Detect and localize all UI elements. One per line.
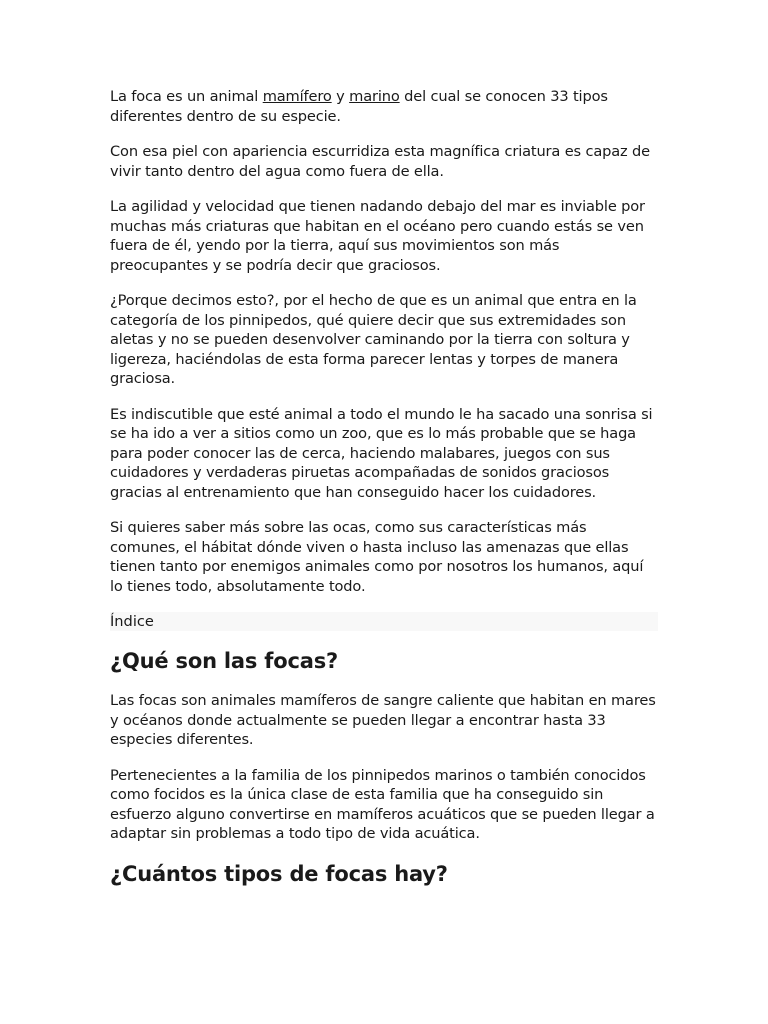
intro-text-1b: y: [331, 88, 350, 105]
intro-paragraph-4: ¿Porque decimos esto?, por el hecho de que es un animal que entra en la categoría de los pinnipedos, qué quiere decir que sus extremidades son aletas y no se pueden desenvolver caminando por la tierra con soltura y ligereza, haciéndolas de esta forma parecer lentas y torpes de manera graciosa.: [110, 292, 637, 387]
section-heading-how-many-types: ¿Cuántos tipos de focas hay?: [110, 861, 448, 886]
intro-paragraph-2: Con esa piel con apariencia escurridiza esta magnífica criatura es capaz de vivir tanto dentro del agua como fuera de ella.: [110, 143, 650, 180]
intro-paragraph-6: Si quieres saber más sobre las ocas, como sus características más comunes, el hábitat dónde viven o hasta incluso las amenazas que ellas tienen tanto por enemigos animales como por nosotros los humanos, aquí lo tienes todo, absolutamente todo.: [110, 519, 644, 595]
intro-paragraph-5: Es indiscutible que esté animal a todo el mundo le ha sacado una sonrisa si se ha ido a ver a sitios como un zoo, que es lo más probable que se haga para poder conocer las de cerca, haciendo malabares, juegos con sus cuidadores y verdaderas piruetas acompañadas de sonidos graciosos gracias al entrenamiento que han conseguido hacer los cuidadores.: [110, 405, 653, 501]
intro-paragraph-3: La agilidad y velocidad que tienen nadando debajo del mar es inviable por muchas más criaturas que habitan en el océano pero cuando estás se ven fuera de él, yendo por la tierra, aquí sus movimientos son más preocupantes y se podría decir que graciosos.: [110, 198, 645, 274]
link-mamifero[interactable]: mamífero: [262, 88, 332, 105]
section-heading-what-are-seals: ¿Qué son las focas?: [110, 649, 338, 673]
toc-label: Índice: [110, 613, 154, 630]
article: [110, 87, 658, 904]
table-of-contents-toggle[interactable]: [110, 612, 658, 631]
section1-paragraph-1: Las focas son animales mamíferos de sangre caliente que habitan en mares y océanos donde actualmente se pueden llegar a encontrar hasta 33 especies diferentes.: [110, 692, 656, 748]
intro-text-1a: La foca es un animal: [110, 88, 263, 105]
link-marino[interactable]: marino: [349, 88, 400, 105]
intro-paragraph-1: [110, 87, 658, 126]
section1-paragraph-2: Pertenecientes a la familia de los pinnipedos marinos o también conocidos como focidos es la única clase de esta familia que ha conseguido sin esfuerzo alguno convertirse en mamíferos acuáticos que se pueden llegar a adaptar sin problemas a todo tipo de vida acuática.: [110, 766, 655, 842]
intro-text-1c: del cual se conocen 33 tipos diferentes dentro de su especie.: [110, 88, 608, 125]
